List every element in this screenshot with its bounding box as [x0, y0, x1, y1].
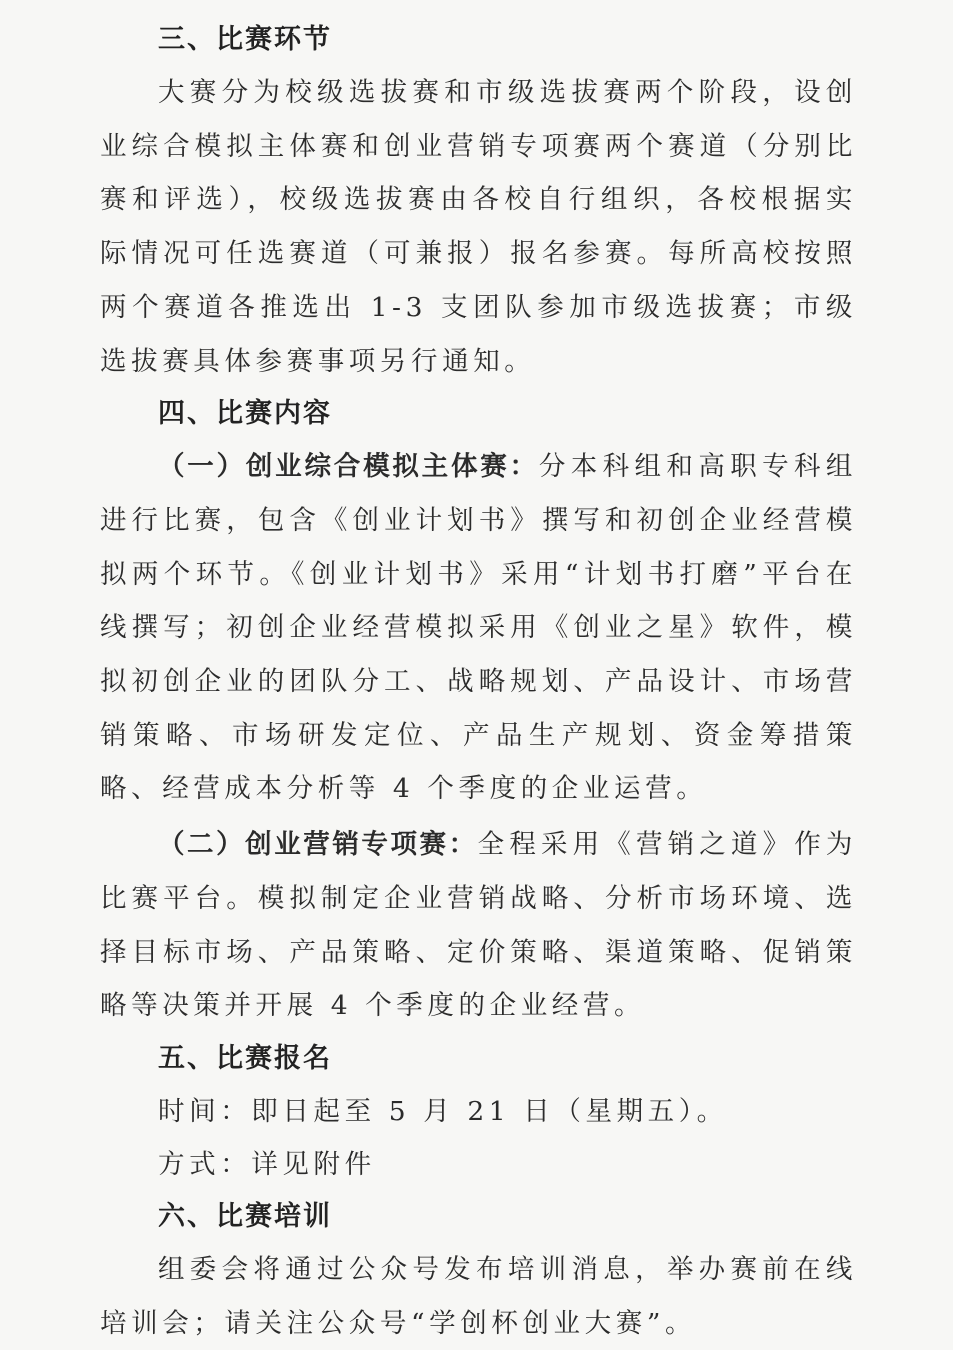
registration-time: 时间：即日起至 5 月 21 日（星期五）。	[158, 1095, 728, 1127]
section-heading-registration: 五、比赛报名	[158, 1042, 332, 1074]
content-item-marketing-track	[100, 818, 857, 1033]
section-heading-training: 六、比赛培训	[158, 1200, 332, 1232]
item-text-marketing-track: 全程采用《营销之道》作为比赛平台。模拟制定企业营销战略、分析市场环境、选择目标市场、产品策略、定价策略、渠道策略、促销策略等决策并开展 4 个季度的企业经营。	[100, 829, 858, 1022]
item-label-marketing-track: （二）创业营销专项赛：	[158, 829, 478, 861]
section-body-competition-stages: 大赛分为校级选拔赛和市级选拔赛两个阶段，设创业综合模拟主体赛和创业营销专项赛两个赛道（分别比赛和评选），校级选拔赛由各校自行组织，各校根据实际情况可任选赛道（可兼报）报名参赛。每所高校按照两个赛道各推选出 1-3 支团队参加市级选拔赛；市级选拔赛具体参赛事项另行通知。	[100, 77, 857, 377]
content-item-simulation-track	[100, 440, 857, 816]
section-body-training: 组委会将通过公众号发布培训消息，举办赛前在线培训会；请关注公众号“学创杯创业大赛”。	[100, 1253, 857, 1339]
section-heading-competition-content: 四、比赛内容	[158, 398, 332, 430]
section-heading-competition-stages: 三、比赛环节	[158, 24, 332, 55]
item-label-simulation-track: （一）创业综合模拟主体赛：	[158, 451, 539, 483]
registration-method: 方式：详见附件	[158, 1148, 376, 1180]
item-text-simulation-track: 分本科组和高职专科组进行比赛，包含《创业计划书》撰写和初创企业经营模拟两个环节。《创业计划书》采用“计划书打磨”平台在线撰写；初创企业经营模拟采用《创业之星》软件，模拟初创企业的团队分工、战略规划、产品设计、市场营销策略、市场研发定位、产品生产规划、资金筹措策略、经营成本分析等 4 个季度的企业运营。	[100, 451, 858, 805]
